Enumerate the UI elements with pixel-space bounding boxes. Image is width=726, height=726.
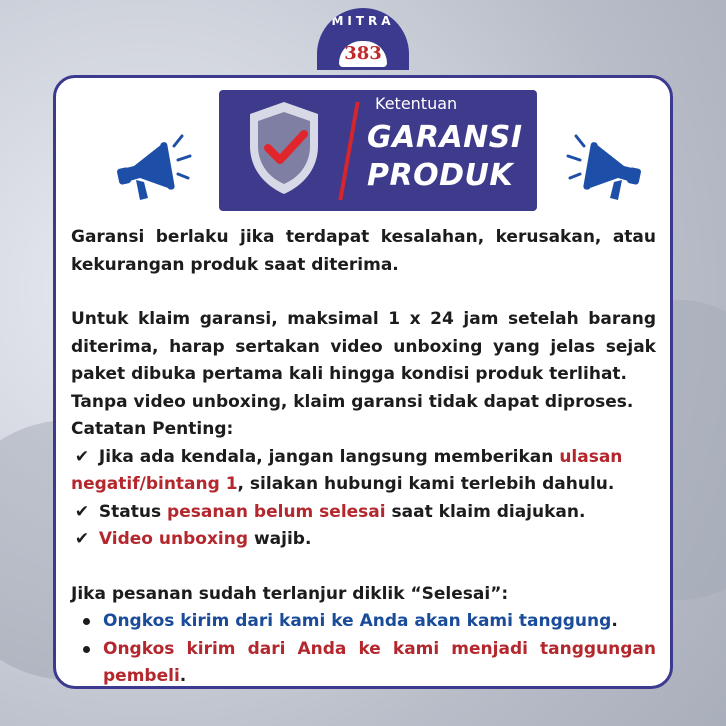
note-highlight: Video unboxing: [93, 529, 249, 549]
shield-check-icon: [244, 98, 324, 198]
megaphone-icon: [110, 126, 192, 206]
brand-logo: [317, 8, 409, 70]
banner-title-line1: GARANSI: [367, 120, 523, 155]
note-item-3: ✔ Video unboxing wajib.: [71, 526, 656, 554]
info-card: [53, 75, 673, 689]
title-banner: [219, 90, 537, 211]
notes-title: Catatan Penting:: [71, 419, 234, 439]
note-item-1: ✔ Jika ada kendala, jangan langsung memberikan ulasan negatif/bintang 1, silakan hubungi kami terlebih dahulu.: [71, 444, 656, 499]
finish-list: [71, 608, 656, 691]
banner-title-line2: PRODUK: [367, 158, 514, 193]
check-icon: ✔: [74, 446, 90, 467]
note-highlight: ulasan negatif/bintang 1: [71, 446, 623, 494]
logo-ring-text: MITRA: [331, 14, 395, 28]
terms-paragraph-1: Garansi berlaku jika terdapat kesalahan, kerusakan, atau kekurangan produk saat diterima.: [71, 227, 656, 275]
warranty-terms: [71, 224, 656, 691]
banner-subtitle: Ketentuan: [375, 94, 458, 113]
check-icon: ✔: [74, 529, 90, 549]
terms-paragraph-3: Tanpa video unboxing, klaim garansi tidak dapat diproses.: [71, 391, 634, 412]
megaphone-icon: [566, 126, 648, 206]
terms-paragraph-2: Untuk klaim garansi, maksimal 1 x 24 jam setelah barang diterima, harap sertakan video unboxing yang jelas sejak paket dibuka pertama kali hingga kondisi produk terlihat.: [71, 309, 656, 384]
check-icon: ✔: [74, 501, 90, 522]
list-item: Ongkos kirim dari kami ke Anda akan kami tanggung.: [71, 608, 656, 636]
list-item: Ongkos kirim dari Anda ke kami menjadi tanggungan pembeli.: [71, 636, 656, 691]
banner-divider: [338, 102, 359, 200]
finish-intro: Jika pesanan sudah terlanjur diklik “Selesai”:: [71, 583, 509, 604]
note-item-2: ✔ Status pesanan belum selesai saat klaim diajukan.: [71, 499, 656, 527]
note-highlight: pesanan belum selesai: [167, 501, 386, 522]
logo-number: 383: [339, 41, 387, 67]
